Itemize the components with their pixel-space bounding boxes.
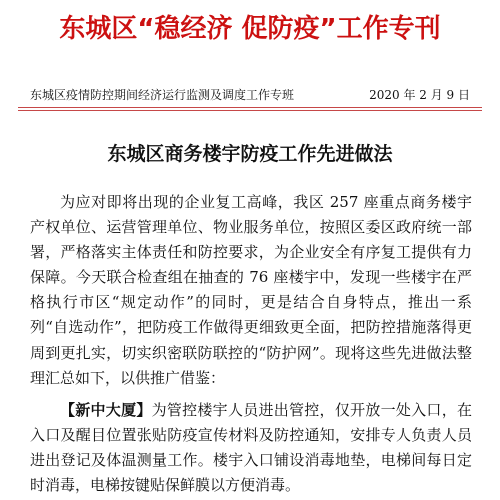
paragraph-text: 为管控楼宇人员进出管控，仅开放一处入口，在入口及醒目位置张贴防疫宣传材料及防控通知，安排专人负责人员进出登记及体温测量工作。楼宇入口铺设消毒地垫，电梯间每日定时消毒，电梯按键贴保鲜膜以方便消毒。 xyxy=(30,401,472,495)
building-name-lead: 【新中大厦】 xyxy=(60,401,152,419)
issue-date: 2020 年 2 月 9 日 xyxy=(369,88,470,102)
header-rule-top xyxy=(18,107,482,108)
masthead xyxy=(0,0,500,64)
publisher-name: 东城区疫情防控期间经济运行监测及调度工作专班 xyxy=(30,88,295,102)
article-title: 东城区商务楼宇防疫工作先进做法 xyxy=(107,143,393,165)
masthead-title: 东城区“稳经济 促防疫”工作专刊 xyxy=(59,14,441,44)
subhead xyxy=(0,83,500,107)
header-rule-bottom xyxy=(18,110,482,111)
article-paragraph xyxy=(30,190,472,391)
article-paragraph xyxy=(30,398,472,498)
paragraph-text: 为应对即将出现的企业复工高峰，我区 257 座重点商务楼宇产权单位、运营管理单位、物业服务单位，按照区委区政府统一部署，严格落实主体责任和防控要求，为企业安全有序复工提供有力保障。今天联合检查组在抽查的 76 座楼宇中，发现一些楼宇在严格执行市区“规定动作”的同时，更是结合自身特点，推出一系列“自选动作”，把防疫工作做得更细致更全面，把防控措施落得更周到更扎实，切实织密联防联控的“防护网”。现将这些先进做法整理汇总如下，以供推广借鉴： xyxy=(30,193,472,387)
